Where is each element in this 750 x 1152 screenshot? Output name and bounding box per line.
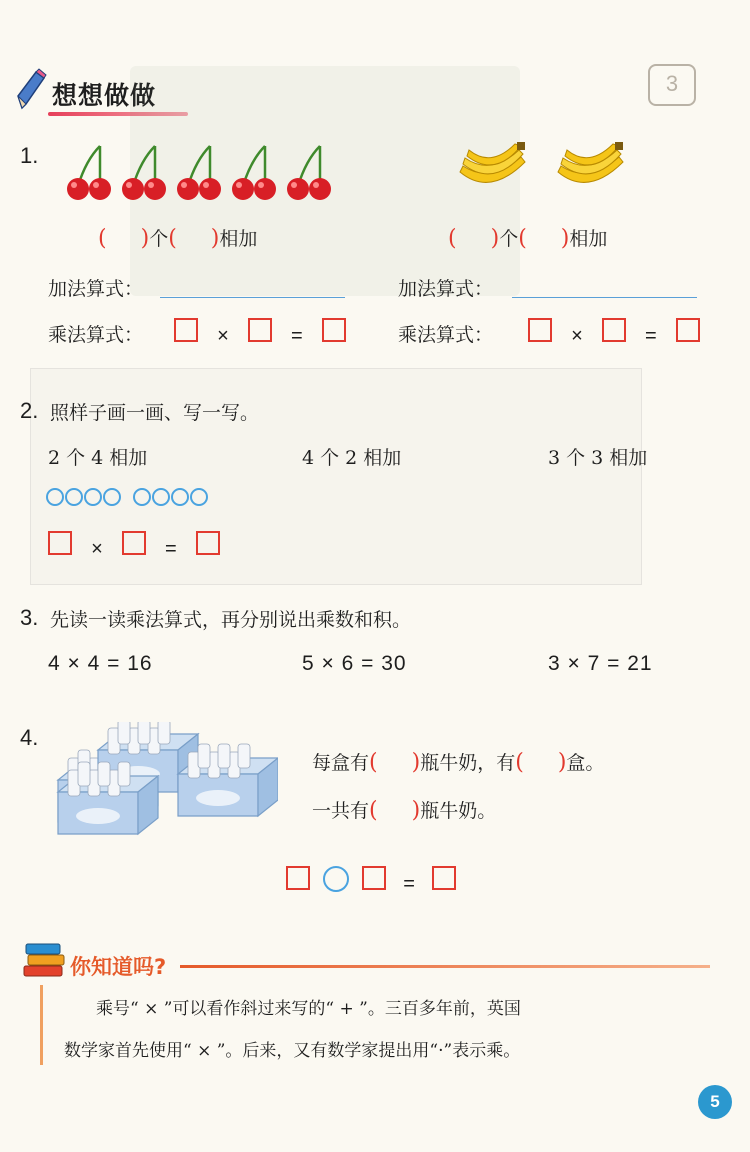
q1-right-add-label: 加法算式：: [398, 278, 494, 300]
answer-box[interactable]: [48, 531, 72, 555]
answer-box[interactable]: [122, 531, 146, 555]
answer-box[interactable]: [286, 866, 310, 890]
answer-box[interactable]: [362, 866, 386, 890]
answer-box[interactable]: [248, 318, 272, 342]
q1-left-mul-equation: × =: [174, 318, 346, 348]
answer-box[interactable]: [676, 318, 700, 342]
answer-box[interactable]: [322, 318, 346, 342]
did-you-know-title: 你知道吗?: [70, 955, 167, 979]
milk-crates-image: [48, 722, 278, 846]
q2-instruction: 照样子画一画、写一写。: [50, 402, 260, 424]
q1-right-add-blank[interactable]: [512, 297, 697, 298]
q1-left-add-label: 加法算式：: [48, 278, 144, 300]
answer-box[interactable]: [528, 318, 552, 342]
q2-item-3: 3 个 3 相加: [548, 447, 648, 469]
corner-badge: [648, 64, 696, 106]
answer-box[interactable]: [432, 866, 456, 890]
q4-equation: =: [286, 866, 456, 896]
operator-circle[interactable]: [323, 866, 349, 892]
did-you-know-line-1: 乘号“ × ”可以看作斜过来写的“ + ”。三百多年前，英国: [96, 999, 521, 1019]
q2-item-2: 4 个 2 相加: [302, 447, 402, 469]
q3-equation-2: 5 × 6 = 30: [302, 652, 407, 675]
q1-left-add-blank[interactable]: [160, 297, 345, 298]
q1-left-mul-label: 乘法算式：: [48, 324, 144, 346]
did-you-know-sidebar-line: [40, 985, 43, 1065]
did-you-know-line-2: 数学家首先使用“ × ”。后来，又有数学家提出用“·”表示乘。: [64, 1041, 521, 1061]
circle-icon: [190, 488, 208, 506]
pencil-icon: [14, 68, 48, 114]
q1-right-mul-equation: × =: [528, 318, 700, 348]
q2-item-1: 2 个 4 相加: [48, 447, 148, 469]
q1-number: 1.: [20, 143, 39, 168]
circle-icon: [46, 488, 64, 506]
bananas-image: [455, 142, 635, 201]
q4-line-1: 每盒有( )瓶牛奶，有( )盒。: [312, 750, 605, 775]
cherries-image: [66, 142, 341, 208]
circle-icon: [65, 488, 83, 506]
q1-right-count-phrase: ( )个( )相加: [448, 226, 608, 251]
q3-equation-1: 4 × 4 = 16: [48, 652, 153, 675]
q2-example-circles: [46, 488, 209, 510]
books-icon: [22, 940, 68, 984]
answer-box[interactable]: [196, 531, 220, 555]
section-title: 想想做做: [52, 81, 157, 110]
answer-box[interactable]: [602, 318, 626, 342]
q1-left-count-phrase: ( )个( )相加: [98, 226, 258, 251]
circle-icon: [103, 488, 121, 506]
q2-example-equation: × =: [48, 531, 220, 561]
q3-number: 3.: [20, 605, 39, 630]
answer-box[interactable]: [174, 318, 198, 342]
q4-number: 4.: [20, 725, 39, 750]
circle-icon: [133, 488, 151, 506]
q3-equation-3: 3 × 7 = 21: [548, 652, 653, 675]
did-you-know-divider: [180, 965, 710, 968]
q4-line-2: 一共有( )瓶牛奶。: [312, 798, 497, 823]
q1-right-mul-label: 乘法算式：: [398, 324, 494, 346]
circle-icon: [171, 488, 189, 506]
circle-icon: [84, 488, 102, 506]
circle-icon: [152, 488, 170, 506]
page-number-badge: 5: [698, 1085, 732, 1119]
q3-instruction: 先读一读乘法算式，再分别说出乘数和积。: [50, 609, 412, 631]
corner-badge-text: 3: [665, 71, 679, 96]
q2-number: 2.: [20, 398, 39, 423]
